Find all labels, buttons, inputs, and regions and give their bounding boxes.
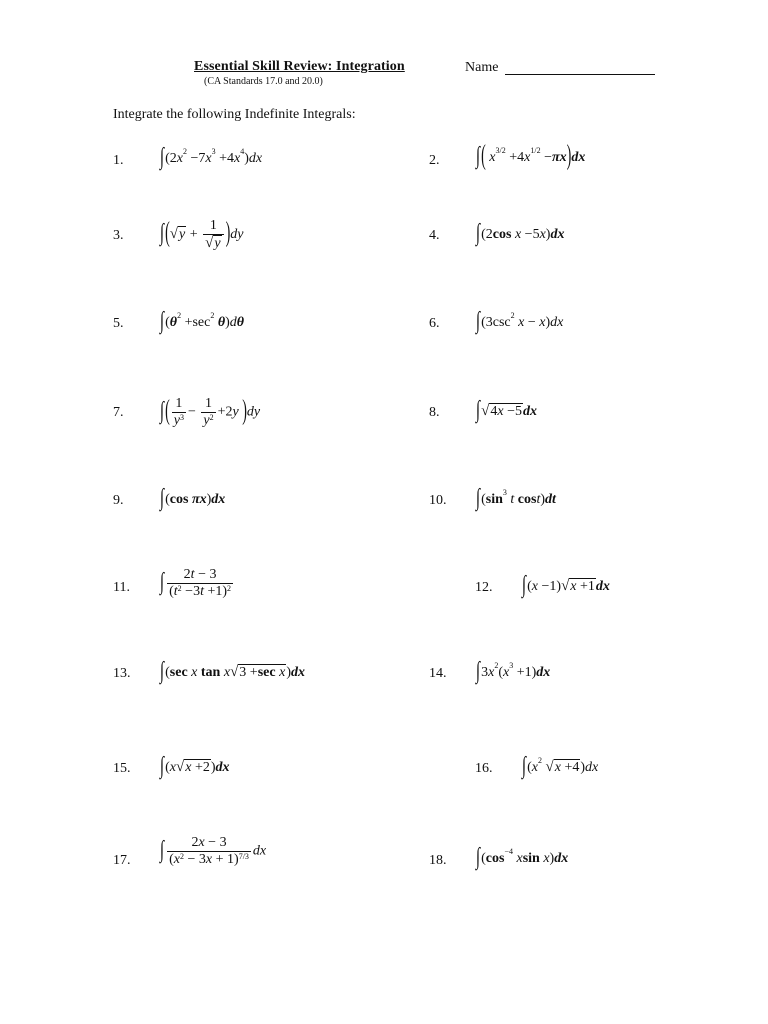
problem-10-number: 10. (429, 493, 447, 508)
problem-12-number: 12. (475, 580, 493, 595)
problem-17-integral: ∫ $\frac{2x - 3}{(x^2 - 3x + 1)^{7/3}}$ dx (160, 835, 267, 867)
instructions: Integrate the following Indefinite Integrals: (113, 107, 356, 122)
problem-2-number: 2. (429, 153, 440, 168)
problem-5-integral: $\int(\theta^2 +\sec^2$ θ)dθ (160, 308, 245, 335)
problem-4-number: 4. (429, 228, 440, 243)
problem-13-integral: ∫(sec x tan x√3 +sec x)dx (160, 658, 305, 685)
problem-1-number: 1. (113, 153, 124, 168)
problem-15-integral: ∫(x√x +2)dx (160, 753, 230, 780)
worksheet-title: Essential Skill Review: Integration (194, 59, 405, 74)
name-blank-line (505, 74, 655, 75)
problem-13-number: 13. (113, 666, 131, 681)
problem-5-number: 5. (113, 316, 124, 331)
problem-14-integral: $\int 3x^2(x^3 +1)dx$ (476, 658, 551, 685)
problem-4-integral: ∫(2cos x −5x)dx (476, 220, 565, 247)
problem-6-integral: $\int(3\csc^2$ x − x)dx (476, 308, 564, 335)
problem-16-integral: $\int(x^2$ √x +4)dx (522, 753, 599, 780)
problem-12-integral: ∫(x −1)√x +1dx (522, 572, 610, 599)
problem-3-integral: ∫(√y + $\frac{1}{√y}$ )dy (160, 218, 244, 251)
problem-7-integral: ∫( $\frac{1}{y^3}$ − $\frac{1}{y^2}$ +2y )dy (160, 396, 261, 428)
problem-2-integral: ∫( $x^{3/2} +4x^{1/2} -\pi x)dx$ (476, 142, 586, 172)
problem-6-number: 6. (429, 316, 440, 331)
problem-11-integral: ∫ $\frac{2t - 3}{(t^2 -3t +1)^2}$ (160, 567, 232, 599)
problem-10-integral: $\int(\sin^3$ t cost)dt (476, 485, 556, 512)
problem-16-number: 16. (475, 761, 493, 776)
problem-1-integral: $\int(2x^2 -7x^3 +4x^4)dx$ (160, 144, 263, 171)
problem-18-number: 18. (429, 853, 447, 868)
problem-18-integral: $\int(\cos^{-4}$ xsin x)dx (476, 844, 569, 871)
standards-subtitle: (CA Standards 17.0 and 20.0) (204, 76, 323, 87)
name-label: Name (465, 60, 499, 75)
problem-7-number: 7. (113, 405, 124, 420)
problem-3-number: 3. (113, 228, 124, 243)
problem-11-number: 11. (113, 580, 130, 595)
problem-15-number: 15. (113, 761, 131, 776)
problem-9-integral: ∫(cos πx)dx (160, 485, 226, 512)
problem-17-number: 17. (113, 853, 131, 868)
problem-8-number: 8. (429, 405, 440, 420)
problem-9-number: 9. (113, 493, 124, 508)
problem-14-number: 14. (429, 666, 447, 681)
problem-8-integral: ∫√4x −5dx (476, 397, 537, 424)
